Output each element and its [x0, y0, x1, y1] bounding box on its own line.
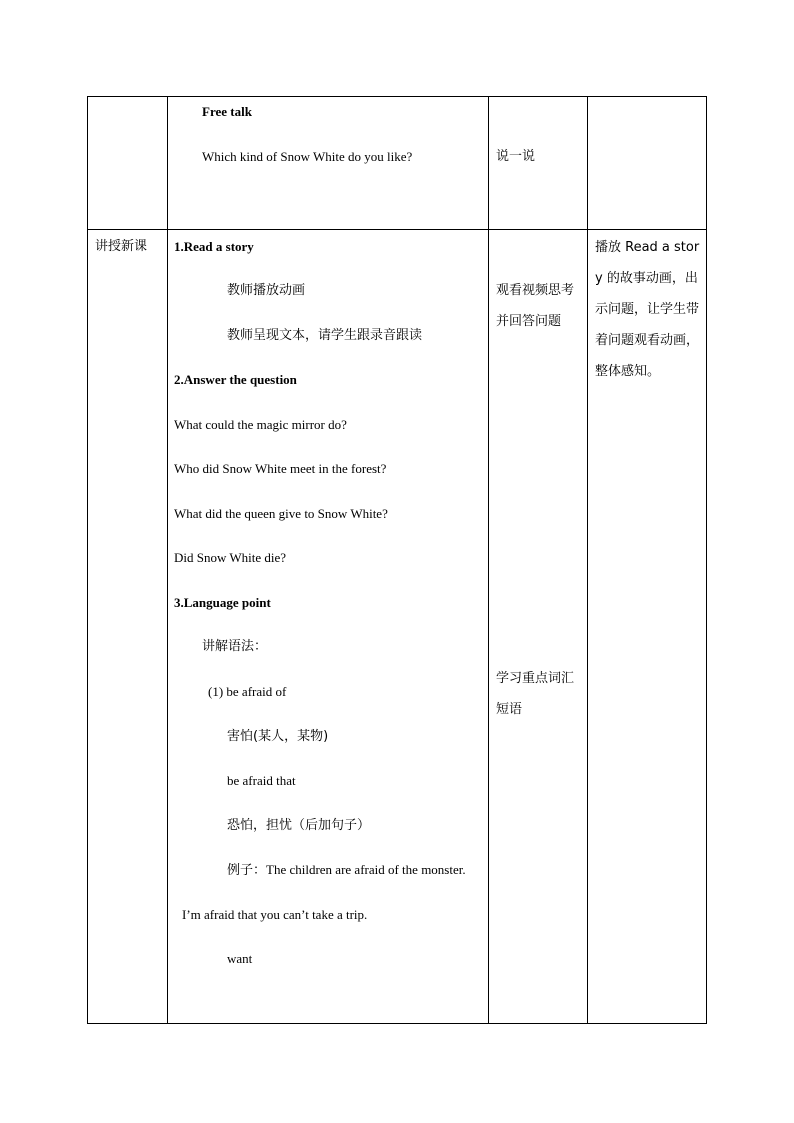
- column-divider-3: [587, 96, 588, 1024]
- table-top-border: [87, 96, 707, 97]
- activity-learn-line-2: 短语: [496, 702, 523, 717]
- question-item: What did the queen give to Snow White?: [174, 506, 388, 521]
- language-point-1-meaning: 害怕(某人，某物): [227, 729, 329, 744]
- language-point-1: (1) be afraid of: [208, 684, 287, 699]
- column-divider-2: [488, 96, 489, 1024]
- language-point-1b-meaning: 恐怕，担忧（后加句子）: [227, 818, 371, 833]
- design-intent-note: 播放 Read a story 的故事动画，出示问题，让学生带着问题观看动画，整体感知。: [595, 240, 700, 379]
- column-divider-1: [167, 96, 168, 1024]
- next-word: want: [227, 951, 253, 966]
- activity-watch-line-1: 观看视频思考: [496, 283, 575, 298]
- activity-learn-line-1: 学习重点词汇: [496, 671, 575, 686]
- activity-say: 说一说: [496, 149, 536, 164]
- question-item: What could the magic mirror do?: [174, 417, 347, 432]
- row-divider: [87, 229, 707, 230]
- section-read-story-heading: 1.Read a story: [174, 239, 254, 254]
- question-item: Did Snow White die?: [174, 550, 287, 565]
- table-right-border: [706, 96, 707, 1024]
- stage-label: 讲授新课: [95, 239, 148, 254]
- free-talk-question: Which kind of Snow White do you like?: [202, 149, 413, 164]
- example-sentence-2: I’m afraid that you can’t take a trip.: [182, 907, 368, 922]
- free-talk-heading: Free talk: [202, 104, 252, 119]
- table-bottom-border: [87, 1023, 707, 1024]
- language-point-1b: be afraid that: [227, 773, 296, 788]
- question-item: Who did Snow White meet in the forest?: [174, 461, 387, 476]
- section-answer-heading: 2.Answer the question: [174, 372, 297, 387]
- step-present-text: 教师呈现文本，请学生跟录音跟读: [227, 328, 423, 343]
- example-sentence-1: 例子：The children are afraid of the monster.: [227, 862, 466, 877]
- activity-watch-line-2: 并回答问题: [496, 314, 562, 329]
- grammar-label: 讲解语法：: [202, 639, 268, 654]
- section-language-heading: 3.Language point: [174, 595, 271, 610]
- table-left-border: [87, 96, 88, 1024]
- step-play-animation: 教师播放动画: [227, 283, 306, 298]
